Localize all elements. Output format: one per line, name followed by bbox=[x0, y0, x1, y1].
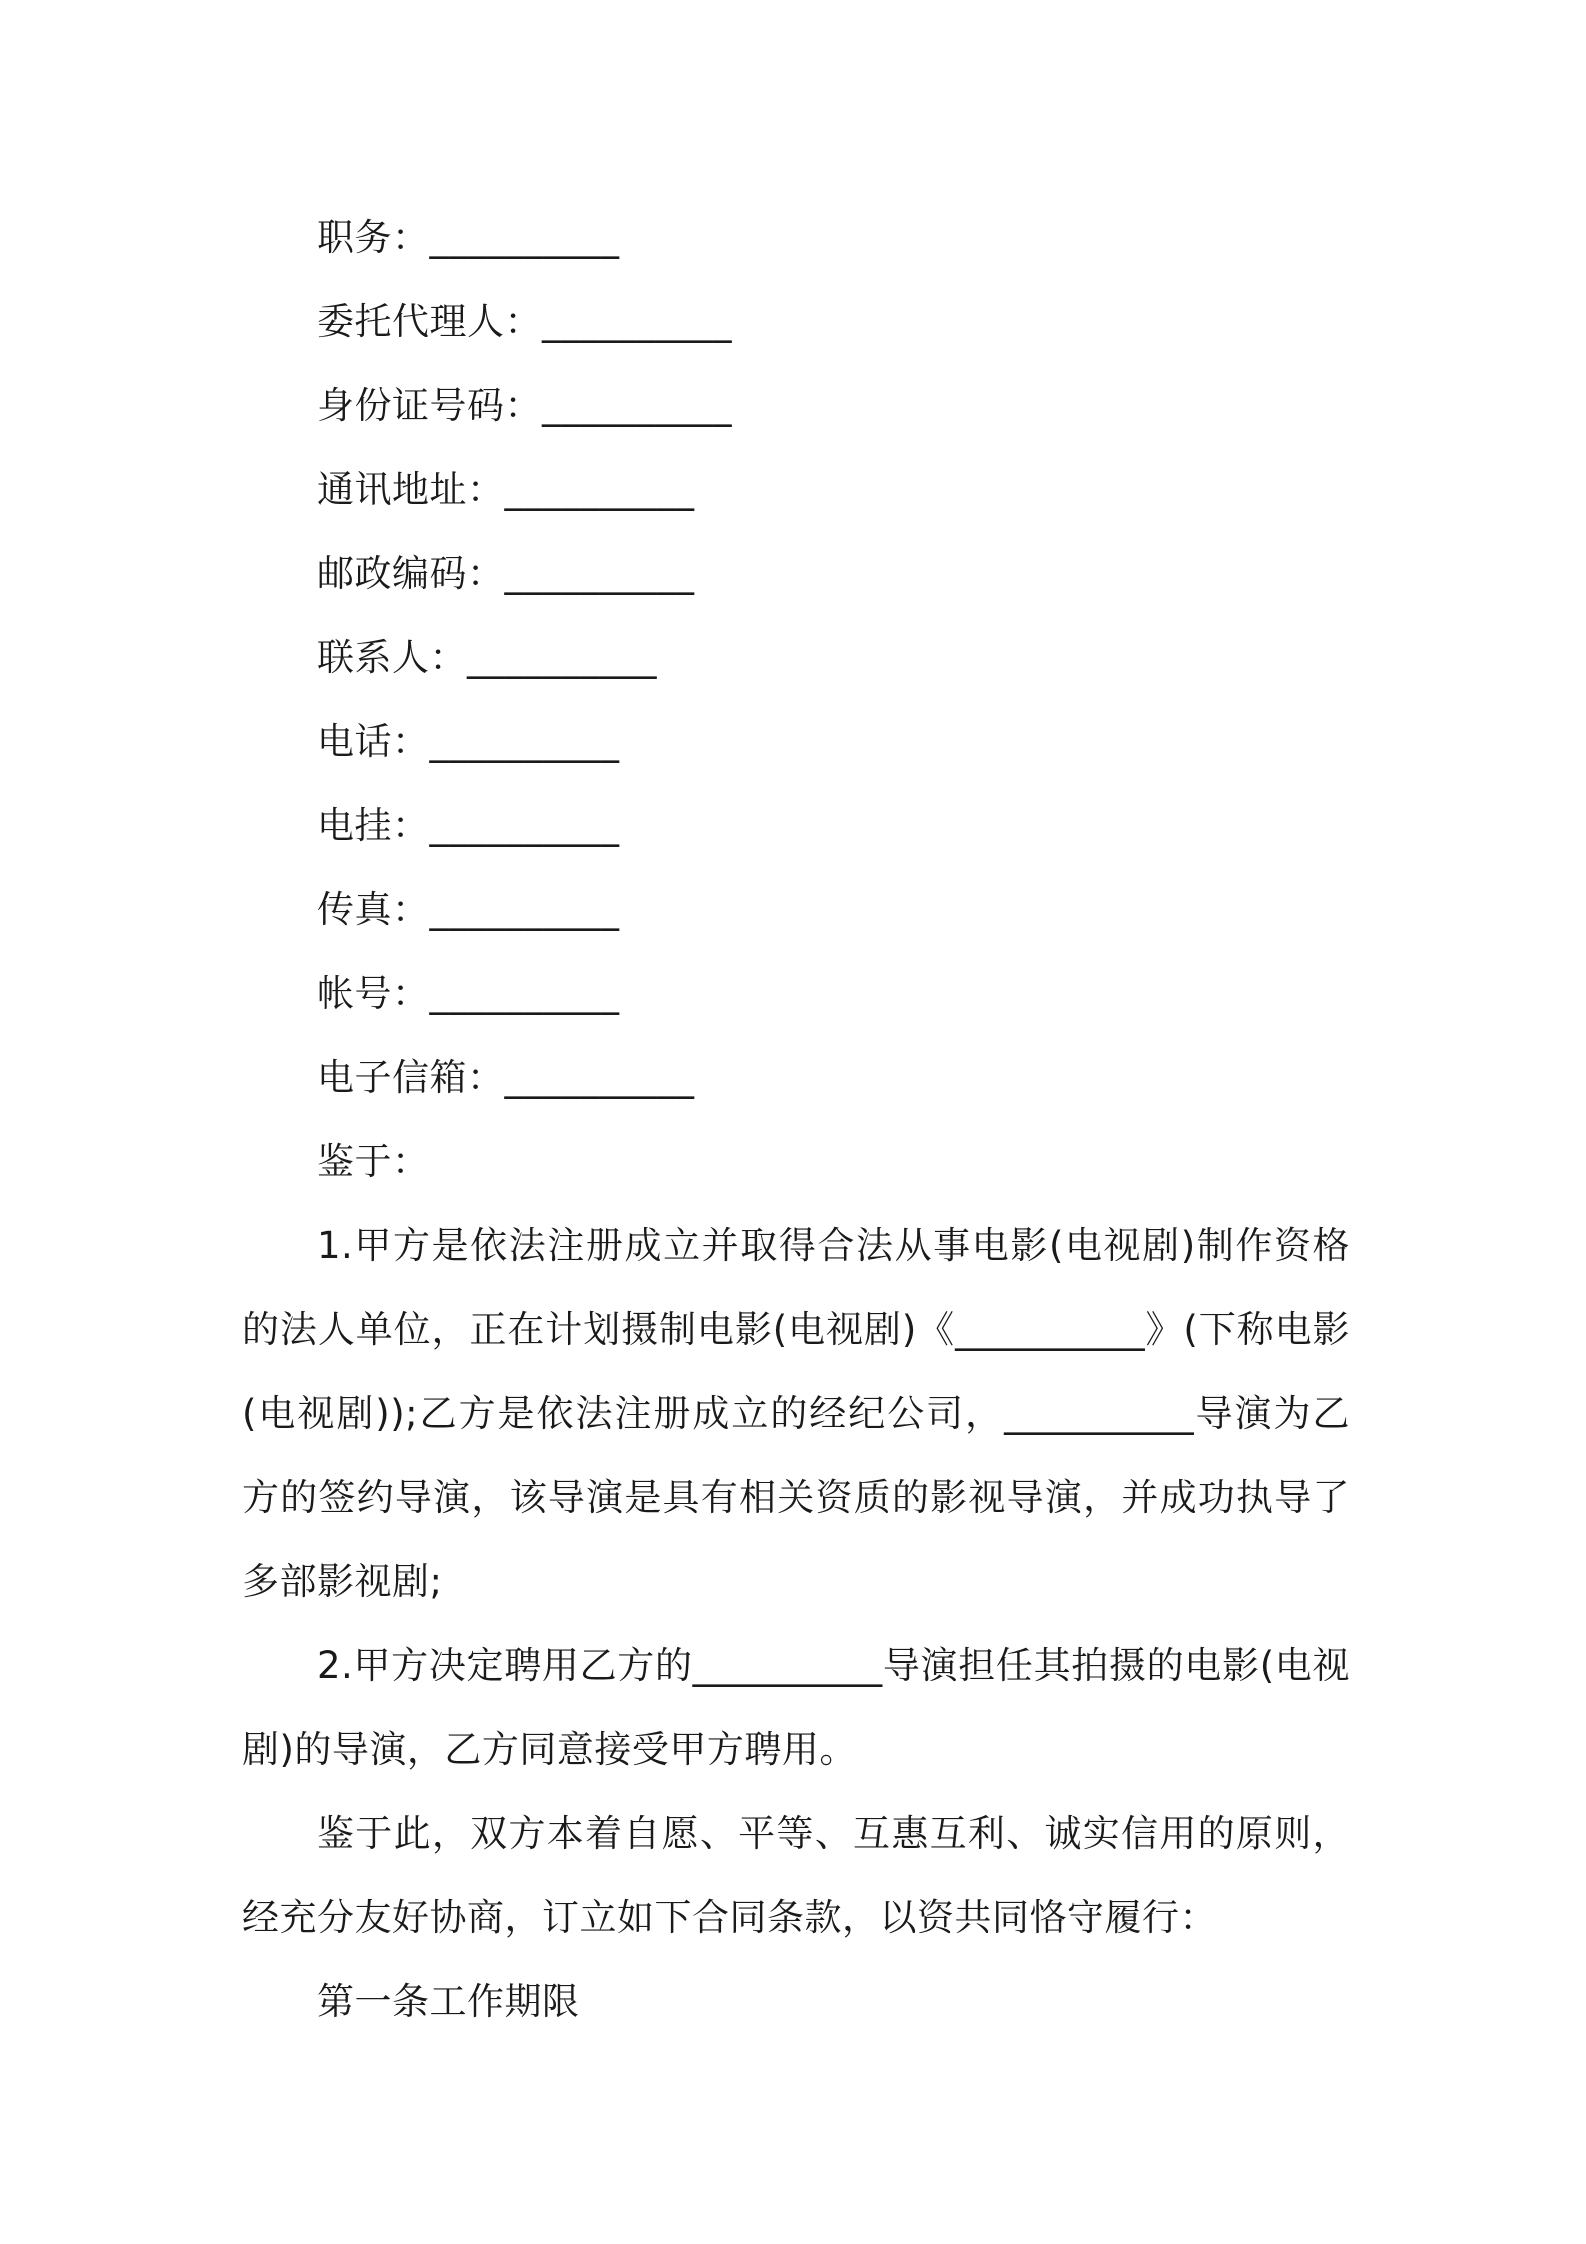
field-label: 电挂： bbox=[317, 804, 430, 847]
clause-text: 》(下称电影(电视剧));乙方是依法注册成立的经纪公司， bbox=[242, 1308, 1350, 1435]
field-label: 委托代理人： bbox=[317, 300, 542, 343]
field-fax bbox=[242, 868, 1350, 952]
clause-text: 2.甲方决定聘用乙方的 bbox=[317, 1644, 693, 1687]
whereas-heading: 鉴于： bbox=[317, 1140, 430, 1183]
field-position bbox=[242, 196, 1350, 280]
field-blank: __________ bbox=[542, 300, 732, 343]
field-id-number bbox=[242, 364, 1350, 448]
clause-text: 导演为乙方的签约导演，该导演是具有相关资质的影视导演，并成功执导了多部影视剧; bbox=[242, 1392, 1350, 1603]
field-blank: __________ bbox=[504, 552, 695, 595]
field-blank: __________ bbox=[504, 1056, 695, 1099]
field-label: 职务： bbox=[317, 216, 430, 259]
field-postal-code bbox=[242, 532, 1350, 616]
field-account bbox=[242, 952, 1350, 1036]
field-telegraph bbox=[242, 784, 1350, 868]
clause-1 bbox=[242, 1204, 1350, 1624]
clause-2 bbox=[242, 1624, 1350, 1792]
field-label: 帐号： bbox=[317, 972, 430, 1015]
field-blank: __________ bbox=[542, 384, 732, 427]
field-blank: __________ bbox=[429, 720, 620, 763]
field-blank: __________ bbox=[429, 216, 620, 259]
field-blank: __________ bbox=[504, 468, 695, 511]
field-blank: __________ bbox=[429, 972, 620, 1015]
field-blank: __________ bbox=[467, 636, 657, 679]
field-label: 身份证号码： bbox=[317, 384, 542, 427]
field-label: 联系人： bbox=[317, 636, 467, 679]
field-mailing-address bbox=[242, 448, 1350, 532]
field-blank: __________ bbox=[429, 804, 620, 847]
field-phone bbox=[242, 700, 1350, 784]
field-authorized-agent bbox=[242, 280, 1350, 364]
field-label: 电话： bbox=[317, 720, 430, 763]
field-email bbox=[242, 1036, 1350, 1120]
film-title-blank: __________ bbox=[955, 1308, 1146, 1351]
field-contact-person bbox=[242, 616, 1350, 700]
field-label: 电子信箱： bbox=[317, 1056, 505, 1099]
director-name-blank: __________ bbox=[692, 1644, 883, 1687]
document-body bbox=[242, 196, 1350, 2044]
field-blank: __________ bbox=[429, 888, 620, 931]
field-label: 邮政编码： bbox=[317, 552, 505, 595]
field-label: 通讯地址： bbox=[317, 468, 505, 511]
director-name-blank: __________ bbox=[1004, 1392, 1195, 1435]
article-1-title: 第一条工作期限 bbox=[317, 1980, 580, 2023]
clause-text: 导演担任其拍摄的电影(电视剧)的导演，乙方同意接受甲方聘用。 bbox=[242, 1644, 1350, 1771]
field-label: 传真： bbox=[317, 888, 430, 931]
clause-text: 1.甲方是依法注册成立并取得合法从事电影(电视剧)制作资格的法人单位，正在计划摄制电影(电视剧)《 bbox=[242, 1224, 1350, 1351]
conclusion-paragraph: 鉴于此，双方本着自愿、平等、互惠互利、诚实信用的原则，经充分友好协商，订立如下合同条款，以资共同恪守履行： bbox=[242, 1812, 1350, 1939]
